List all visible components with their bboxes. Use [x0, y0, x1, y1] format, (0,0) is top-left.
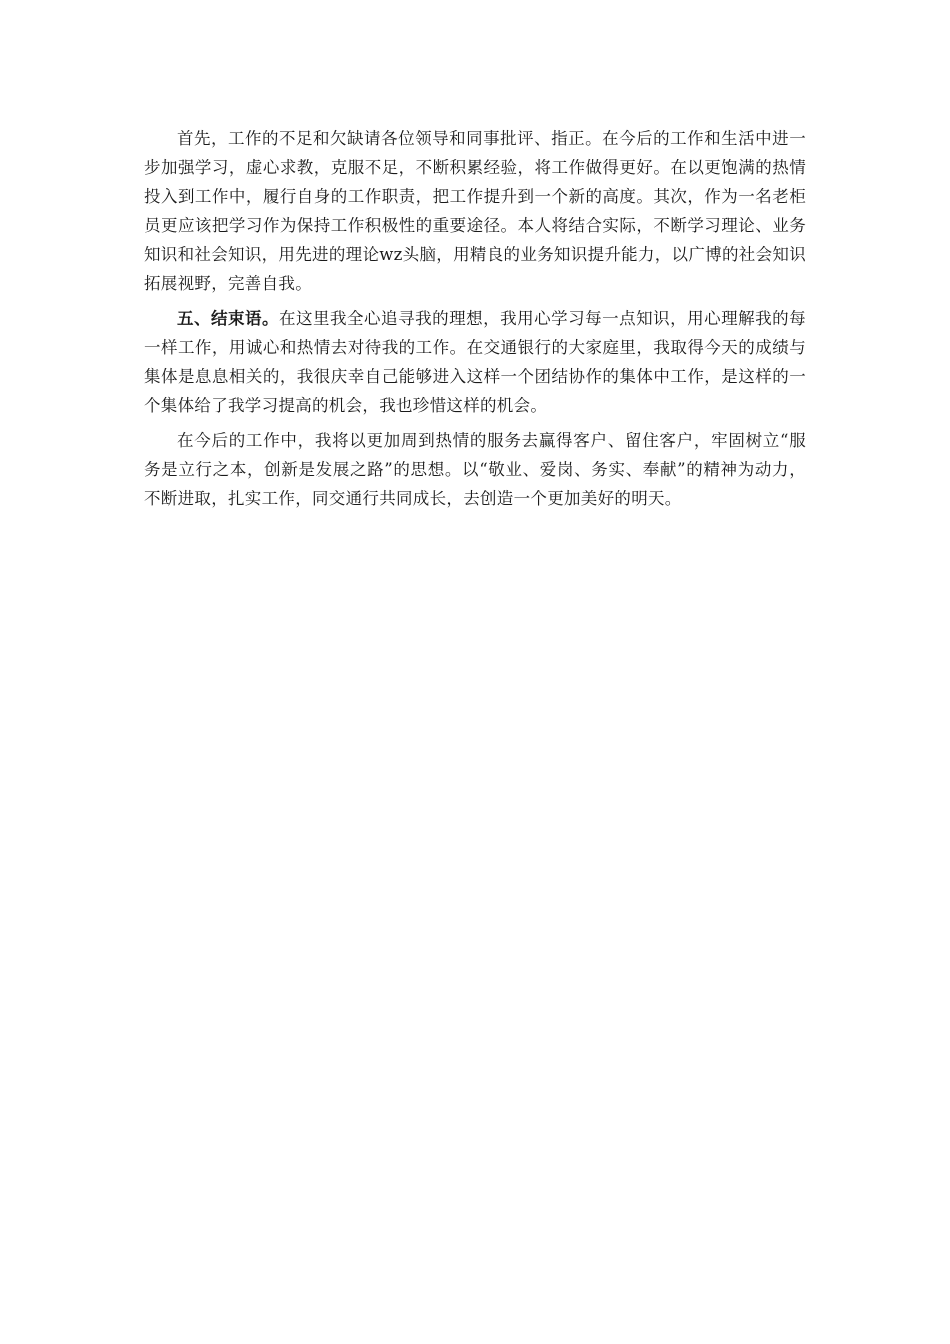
paragraph-future — [144, 426, 806, 513]
paragraph-text: 在这里我全心追寻我的理想，我用心学习每一点知识，用心理解我的每一样工作，用诚心和热情去对待我的工作。在交通银行的大家庭里，我取得今天的成绩与集体是息息相关的，我很庆幸自己能够进入这样一个团结协作的集体中工作，是这样的一个集体给了我学习提高的机会，我也珍惜这样的机会。 — [144, 309, 806, 415]
section-heading-conclusion: 五、结束语。 — [177, 309, 280, 328]
paragraph-conclusion — [144, 304, 806, 420]
paragraph-text: 首先，工作的不足和欠缺请各位领导和同事批评、指正。在今后的工作和生活中进一步加强学习，虚心求教，克服不足，不断积累经验，将工作做得更好。在以更饱满的热情投入到工作中，履行自身的工作职责，把工作提升到一个新的高度。其次，作为一名老柜员更应该把学习作为保持工作积极性的重要途径。本人将结合实际，不断学习理论、业务知识和社会知识，用先进的理论wz头脑，用精良的业务知识提升能力，以广博的社会知识拓展视野，完善自我。 — [144, 129, 806, 293]
paragraph-improvement — [144, 124, 806, 298]
paragraph-text: 在今后的工作中，我将以更加周到热情的服务去赢得客户、留住客户，牢固树立“服务是立行之本，创新是发展之路”的思想。以“敬业、爱岗、务实、奉献”的精神为动力，不断进取，扎实工作，同交通行共同成长，去创造一个更加美好的明天。 — [144, 431, 806, 508]
document-body — [144, 124, 806, 519]
